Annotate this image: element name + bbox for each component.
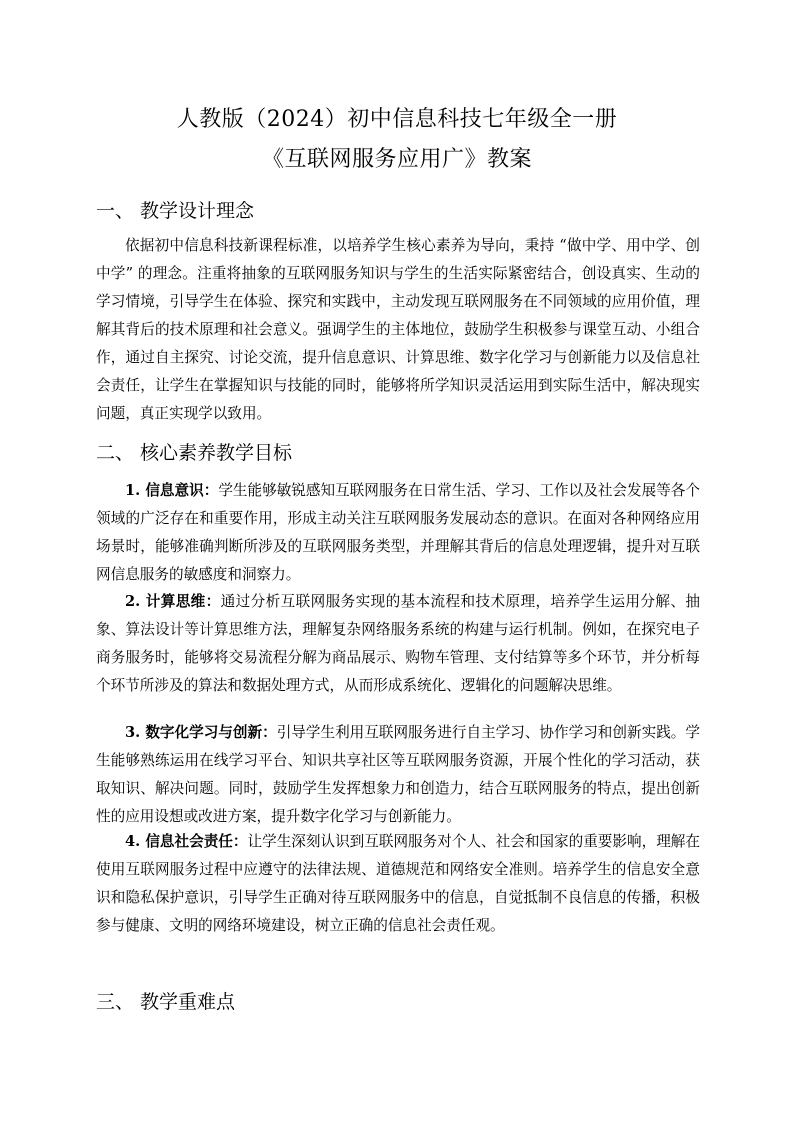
goal-item-lead: 3. 数字化学习与创新：	[125, 724, 277, 741]
goal-item-social-responsibility	[96, 828, 700, 940]
goal-item-text: 学生能够敏锐感知互联网服务在日常生活、学习、工作以及社会发展等各个领域的广泛存在和重要作用，形成主动关注互联网服务发展动态的意识。在面对各种网络应用场景时，能够准确判断所涉及的互联网服务类型，并理解其背后的信息处理逻辑，提升对互联网信息服务的敏感度和洞察力。	[96, 482, 700, 583]
section-heading-key-difficulties: 三、 教学重难点	[96, 991, 236, 1013]
goal-item-lead: 2. 计算思维：	[125, 593, 221, 610]
goal-item-text: 让学生深刻认识到互联网服务对个人、社会和国家的重要影响，理解在使用互联网服务过程中应遵守的法律法规、道德规范和网络安全准则。培养学生的信息安全意识和隐私保护意识，引导学生正确对待互联网服务中的信息，自觉抵制不良信息的传播，积极参与健康、文明的网络环境建设，树立正确的信息社会责任观。	[96, 833, 700, 934]
document-title-line1: 人教版（2024）初中信息科技七年级全一册	[176, 107, 618, 132]
goal-item-lead: 1. 信息意识：	[125, 482, 219, 499]
document-title-line2: 《互联网服务应用广》教案	[261, 147, 532, 172]
goal-item-text: 引导学生利用互联网服务进行自主学习、协作学习和创新实践。学生能够熟练运用在线学习平台、知识共享社区等互联网服务资源，开展个性化的学习活动，获取知识、解决问题。同时，鼓励学生发挥想象力和创造力，结合互联网服务的特点，提出创新性的应用设想或改进方案，提升数字化学习与创新能力。	[96, 724, 700, 825]
section-heading-core-goals: 二、 核心素养教学目标	[96, 442, 293, 464]
goal-item-text: 通过分析互联网服务实现的基本流程和技术原理，培养学生运用分解、抽象、算法设计等计算思维方法，理解复杂网络服务系统的构建与运行机制。例如，在探究电子商务服务时，能够将交易流程分解为商品展示、购物车管理、支付结算等多个环节，并分析每个环节所涉及的算法和数据处理方式，从而形成系统化、逻辑化的问题解决思维。	[96, 593, 700, 694]
goal-item-computational-thinking	[96, 588, 700, 700]
goal-item-digital-learning	[96, 719, 700, 831]
section-body-design-concept: 依据初中信息科技新课程标准，以培养学生核心素养为导向，秉持 “做中学、用中学、创中学” 的理念。注重将抽象的互联网服务知识与学生的生活实际紧密结合，创设真实、生动的学习情境，引导学生在体验、探究和实践中，主动发现互联网服务在不同领域的应用价值，理解其背后的技术原理和社会意义。强调学生的主体地位，鼓励学生积极参与课堂互动、小组合作，通过自主探究、讨论交流，提升信息意识、计算思维、数字化学习与创新能力以及信息社会责任，让学生在掌握知识与技能的同时，能够将所学知识灵活运用到实际生活中，解决现实问题，真正实现学以致用。	[96, 237, 700, 422]
goal-item-lead: 4. 信息社会责任：	[125, 833, 248, 850]
goal-item-information-awareness	[96, 477, 700, 589]
section-heading-design-concept: 一、 教学设计理念	[96, 200, 255, 222]
